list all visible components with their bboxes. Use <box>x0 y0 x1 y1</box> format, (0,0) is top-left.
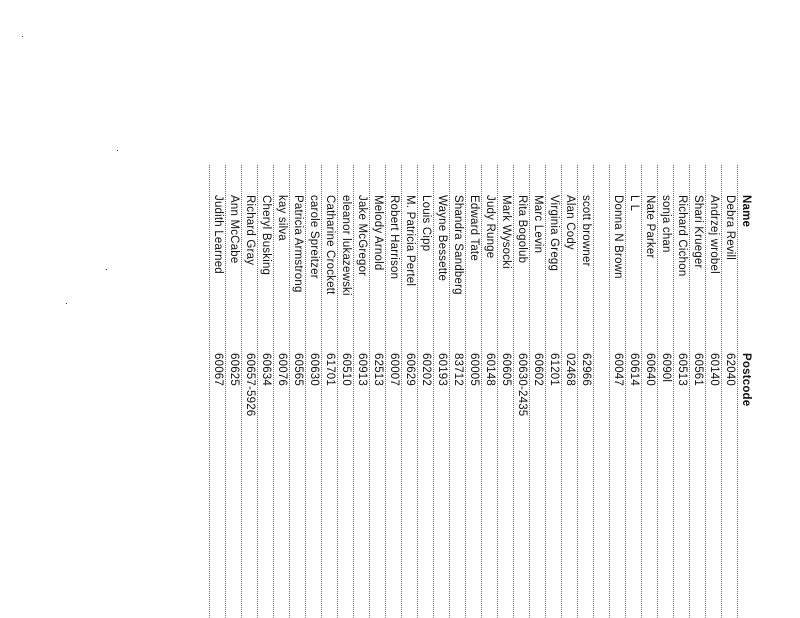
table-row <box>594 165 610 618</box>
name-cell: Debra Revill <box>724 195 736 261</box>
name-cell: Andrzej wrobel <box>708 195 720 274</box>
scan-speck <box>22 36 23 37</box>
table-row <box>258 165 274 618</box>
postcode-cell: 62040 <box>724 353 736 386</box>
name-cell: L L <box>628 195 640 212</box>
postcode-cell: 60565 <box>292 353 304 386</box>
postcode-cell: 60625 <box>228 353 240 386</box>
table-row <box>370 165 386 618</box>
postcode-cell: 60630 <box>308 353 320 386</box>
postcode-cell: 60640 <box>644 353 656 386</box>
postcode-cell: 61701 <box>324 353 336 386</box>
postcode-cell: 60148 <box>484 353 496 386</box>
postcode-cell: 60602 <box>532 353 544 386</box>
table-row <box>706 165 722 618</box>
postcode-cell: 60007 <box>388 353 400 386</box>
table-row <box>434 165 450 618</box>
table-row <box>690 165 706 618</box>
name-cell: Richard Gray <box>244 195 256 266</box>
postcode-cell: 02468 <box>564 353 576 386</box>
table-row <box>290 165 306 618</box>
table-row <box>546 165 562 618</box>
name-cell: Alan Cody <box>564 195 576 250</box>
postcode-cell: 60605 <box>500 353 512 386</box>
name-cell: Shandra Sandberg <box>452 195 464 295</box>
name-cell: sonja chan <box>660 195 672 253</box>
table-row <box>514 165 530 618</box>
name-cell: Judith Learned <box>212 195 224 274</box>
name-cell: Nate Parker <box>644 195 656 259</box>
table-row <box>498 165 514 618</box>
name-cell: Richard Cichon <box>676 195 688 277</box>
name-cell: Marc Levin <box>532 195 544 254</box>
name-cell: Rita Bogolub <box>516 195 528 264</box>
table-row <box>610 165 626 618</box>
postcode-cell: 60067 <box>212 353 224 386</box>
table-row <box>626 165 642 618</box>
table-row <box>306 165 322 618</box>
name-cell: eleanor lukazewski <box>340 195 352 296</box>
postcode-cell: 60076 <box>276 353 288 386</box>
table-row <box>722 165 738 618</box>
postcode-cell: 60510 <box>340 353 352 386</box>
name-cell: Shari Krueger <box>692 195 704 269</box>
table-row <box>674 165 690 618</box>
name-postcode-table <box>64 165 754 618</box>
postcode-cell: 60005 <box>468 353 480 386</box>
name-cell: Ann McCabe <box>228 195 240 264</box>
name-cell: Judy Runge <box>484 195 496 259</box>
name-cell: Louis Cipp <box>420 195 432 252</box>
postcode-cell: 62513 <box>372 353 384 386</box>
postcode-cell: 60629 <box>404 353 416 386</box>
postcode-column-header: Postcode <box>740 353 752 407</box>
table-row <box>562 165 578 618</box>
table-row <box>402 165 418 618</box>
name-cell: Edward Tate <box>468 195 480 261</box>
name-cell: Patricia Armstrong <box>292 195 304 293</box>
name-cell: Robert Harrison <box>388 195 400 280</box>
scan-speck <box>117 150 118 151</box>
postcode-cell: 61201 <box>548 353 560 386</box>
name-cell: Jake McGregor <box>356 195 368 277</box>
table-row <box>242 165 258 618</box>
table-row <box>354 165 370 618</box>
postcode-cell: 60630-2435 <box>516 353 528 417</box>
name-cell: Wayne Bessette <box>436 195 448 282</box>
postcode-cell: 60561 <box>692 353 704 386</box>
table-row <box>450 165 466 618</box>
postcode-cell: 60614 <box>628 353 640 386</box>
table-row <box>226 165 242 618</box>
postcode-cell: 83712 <box>452 353 464 386</box>
table-row <box>338 165 354 618</box>
postcode-cell: 60657-5926 <box>244 353 256 417</box>
postcode-cell: 6090l <box>660 353 672 383</box>
postcode-cell: 60193 <box>436 353 448 386</box>
table-row <box>386 165 402 618</box>
name-cell: Cheryl Busking <box>260 195 272 276</box>
table-row <box>658 165 674 618</box>
table-row <box>418 165 434 618</box>
name-cell: M. Patricia Pertel <box>404 195 416 287</box>
row-divider <box>209 165 210 618</box>
name-column-header: Name <box>740 195 752 228</box>
name-cell: scott browner <box>580 195 592 267</box>
table-row <box>466 165 482 618</box>
name-cell: Melody Arnold <box>372 195 384 271</box>
postcode-cell: 60513 <box>676 353 688 386</box>
postcode-cell: 60913 <box>356 353 368 386</box>
postcode-cell: 60047 <box>612 353 624 386</box>
name-cell: Mark Wysocki <box>500 195 512 269</box>
postcode-cell: 62966 <box>580 353 592 386</box>
name-cell: carole Spreitzer <box>308 195 320 279</box>
table-row <box>482 165 498 618</box>
name-cell: kay silva <box>276 195 288 241</box>
postcode-cell: 60140 <box>708 353 720 386</box>
table-row <box>578 165 594 618</box>
postcode-cell: 60202 <box>420 353 432 386</box>
postcode-cell: 60634 <box>260 353 272 386</box>
name-cell: Catharine Crockett <box>324 195 336 295</box>
table-row <box>322 165 338 618</box>
table-row <box>210 165 226 618</box>
table-header-row <box>738 165 754 618</box>
name-cell: Donna N Brown <box>612 195 624 279</box>
table-row <box>530 165 546 618</box>
table-row <box>274 165 290 618</box>
table-row <box>642 165 658 618</box>
name-cell: Virginia Gregg <box>548 195 560 272</box>
